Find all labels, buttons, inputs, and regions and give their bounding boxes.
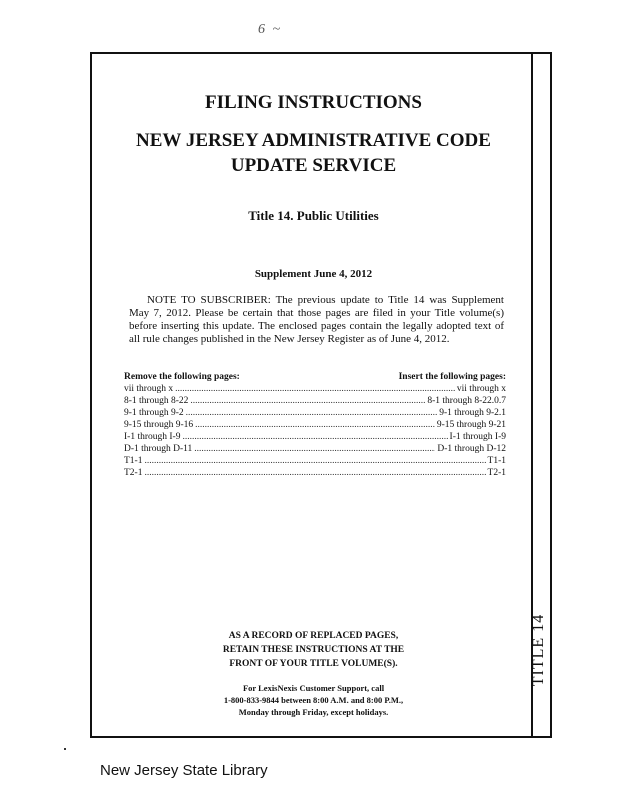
record-line: AS A RECORD OF REPLACED PAGES, [228, 631, 399, 641]
remove-pages: I-1 through I-9 [124, 432, 181, 442]
leader-dots [194, 444, 435, 454]
leader-dots [144, 468, 485, 478]
leader-dots [195, 420, 435, 430]
leader-dots [190, 396, 425, 406]
remove-pages: D-1 through D-11 [124, 444, 193, 454]
record-instructions [92, 629, 535, 671]
side-tab-label: TITLE 14 [529, 613, 547, 687]
title-heading: Title 14. Public Utilities [248, 208, 379, 223]
support-line: 1-800-833-9844 between 8:00 A.M. and 8:00 P.M., [223, 695, 404, 705]
table-row [124, 420, 506, 432]
table-row [124, 432, 506, 444]
supplement-date: Supplement June 4, 2012 [254, 268, 373, 280]
insert-pages: T1-1 [487, 456, 506, 466]
remove-pages: T2-1 [124, 468, 143, 478]
table-row [124, 456, 506, 468]
insert-pages: 9-15 through 9-21 [436, 420, 506, 430]
library-footer: New Jersey State Library [100, 762, 268, 779]
title-side-tab [527, 52, 552, 738]
remove-pages: 8-1 through 8-22 [124, 396, 189, 406]
insert-pages: D-1 through D-12 [437, 444, 506, 454]
leader-dots [182, 432, 447, 442]
insert-pages: 8-1 through 8-22.0.7 [427, 396, 506, 406]
support-line: For LexisNexis Customer Support, call [242, 683, 385, 693]
record-line: RETAIN THESE INSTRUCTIONS AT THE [222, 645, 405, 655]
document-frame [90, 52, 533, 738]
handwritten-mark: 6 ~ [258, 22, 283, 37]
table-row [124, 408, 506, 420]
customer-support [92, 682, 535, 718]
remove-header: Remove the following pages: [124, 372, 240, 382]
record-line: FRONT OF YOUR TITLE VOLUME(S). [229, 659, 398, 669]
page-replacement-table [124, 372, 506, 480]
subscriber-note: NOTE TO SUBSCRIBER: The previous update to Title 14 was Supplement May 7, 2012. Please be certain that those pages are filed in your Title volume(s) before inserting this update. The enclosed pages contain the legally adopted text of all rule changes published in the New Jersey Register as of June 4, 2012. [129, 294, 504, 345]
table-row [124, 384, 506, 396]
remove-pages: 9-1 through 9-2 [124, 408, 184, 418]
insert-pages: vii through x [456, 384, 506, 394]
remove-pages: T1-1 [124, 456, 143, 466]
leader-dots [144, 456, 485, 466]
table-row [124, 468, 506, 480]
table-header [124, 372, 506, 384]
insert-pages: T2-1 [487, 468, 506, 478]
code-title-line-1: NEW JERSEY ADMINISTRATIVE CODE [136, 130, 491, 151]
table-row [124, 396, 506, 408]
support-line: Monday through Friday, except holidays. [238, 707, 389, 717]
page-title: FILING INSTRUCTIONS [205, 92, 422, 113]
leader-dots [175, 384, 455, 394]
insert-pages: I-1 through I-9 [449, 432, 506, 442]
code-title-line-2: UPDATE SERVICE [230, 155, 397, 176]
scan-speck [64, 748, 66, 750]
leader-dots [186, 408, 438, 418]
insert-pages: 9-1 through 9-2.1 [439, 408, 506, 418]
remove-pages: 9-15 through 9-16 [124, 420, 194, 430]
insert-header: Insert the following pages: [398, 372, 506, 382]
table-row [124, 444, 506, 456]
remove-pages: vii through x [124, 384, 174, 394]
